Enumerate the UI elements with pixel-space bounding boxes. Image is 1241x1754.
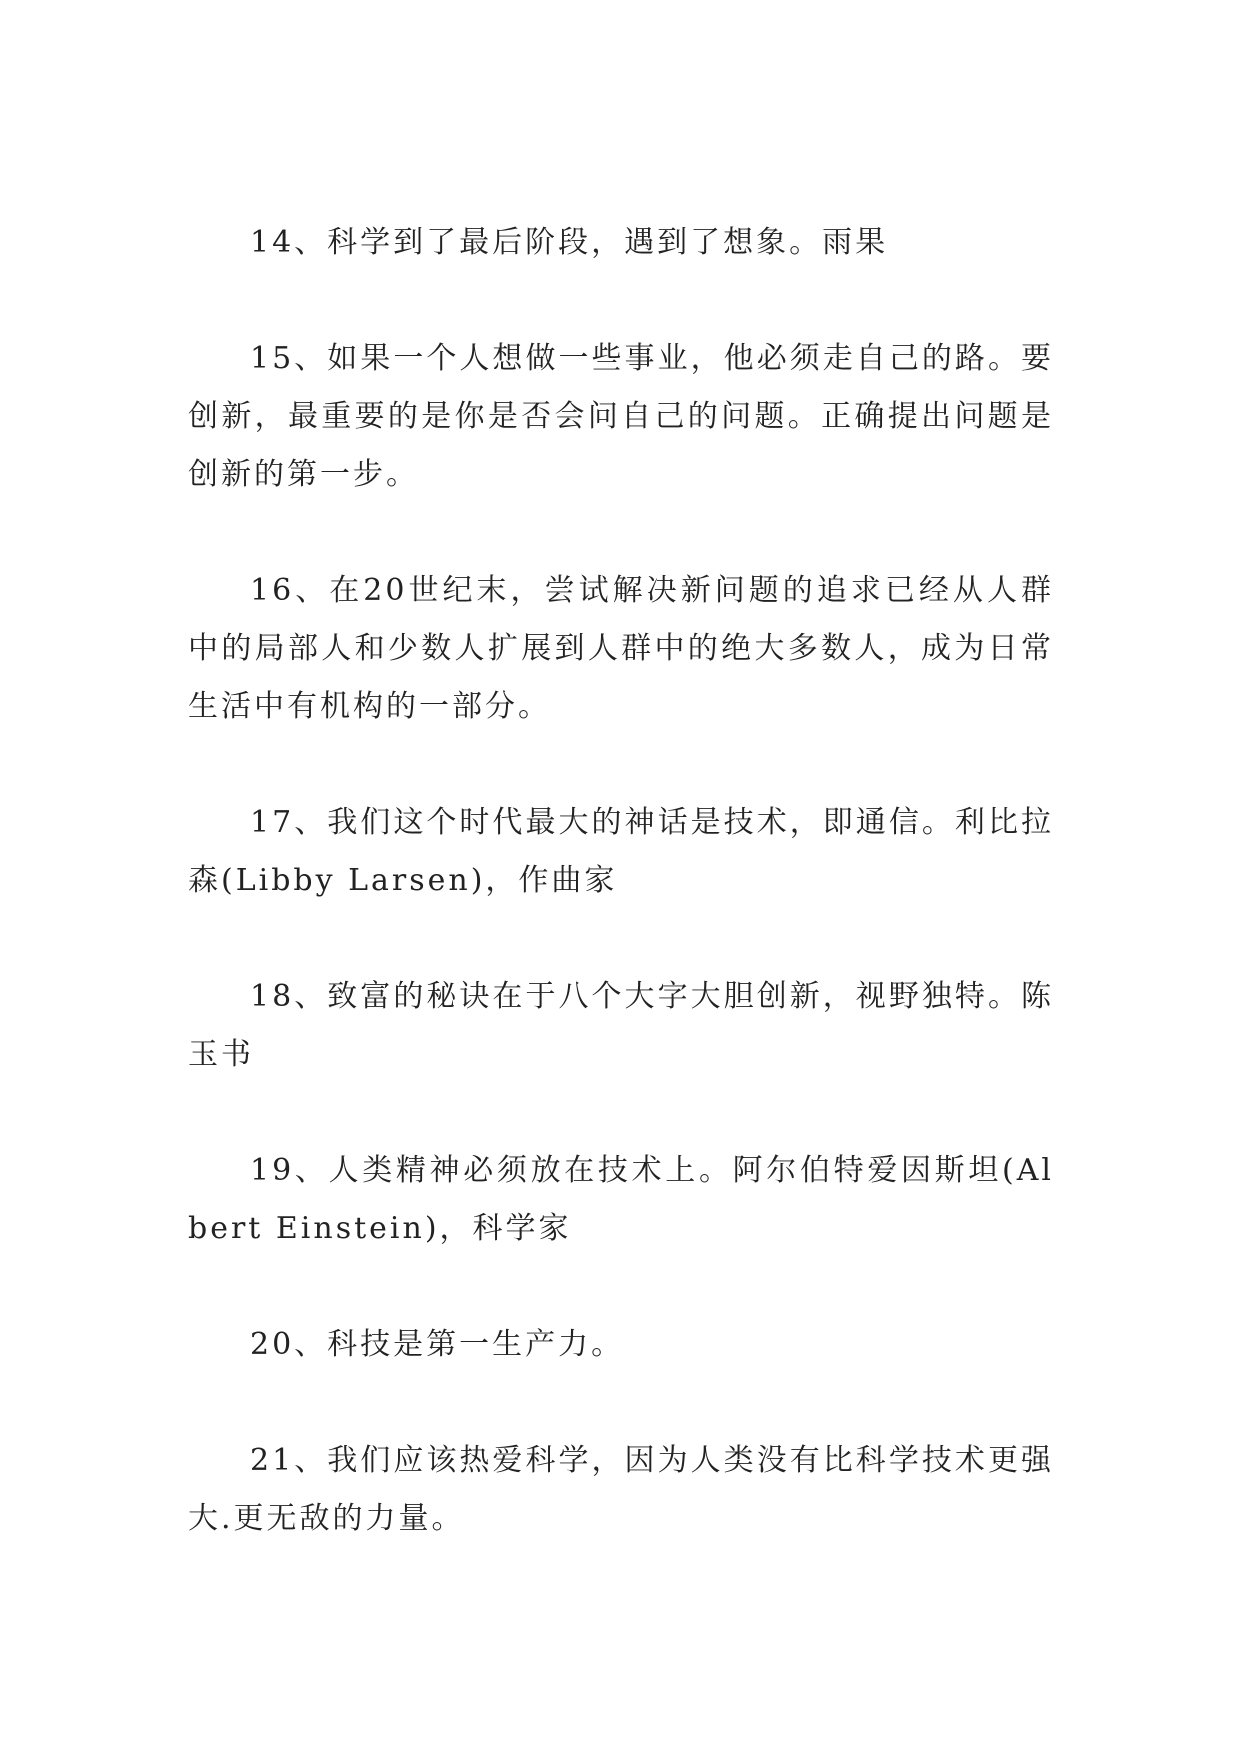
paragraph-19: 19、人类精神必须放在技术上。阿尔伯特爱因斯坦(Albert Einstein)，科学家 — [188, 1153, 1054, 1246]
paragraph-18: 18、致富的秘诀在于八个大字大胆创新，视野独特。陈玉书 — [188, 979, 1054, 1072]
paragraph-15: 15、如果一个人想做一些事业，他必须走自己的路。要创新，最重要的是你是否会问自己的问题。正确提出问题是创新的第一步。 — [188, 341, 1054, 492]
paragraph-20: 20、科技是第一生产力。 — [250, 1327, 625, 1362]
paragraph-16: 16、在20世纪末，尝试解决新问题的追求已经从人群中的局部人和少数人扩展到人群中的绝大多数人，成为日常生活中有机构的一部分。 — [188, 573, 1054, 724]
paragraph-21: 21、我们应该热爱科学，因为人类没有比科学技术更强大.更无敌的力量。 — [188, 1443, 1054, 1536]
paragraph-17: 17、我们这个时代最大的神话是技术，即通信。利比拉森(Libby Larsen)，作曲家 — [188, 805, 1054, 898]
paragraph-14: 14、科学到了最后阶段，遇到了想象。雨果 — [250, 225, 889, 260]
document-body — [188, 214, 1054, 1548]
